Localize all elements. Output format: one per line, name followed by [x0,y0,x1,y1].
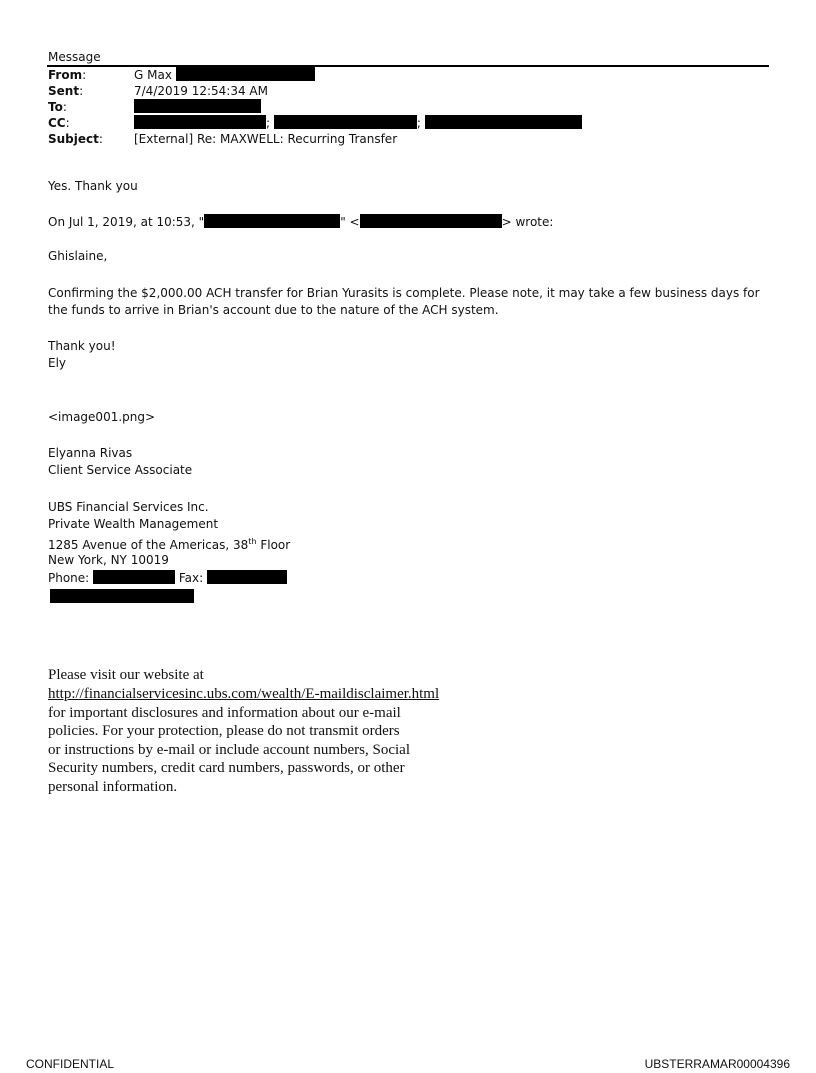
signature-address: 1285 Avenue of the Americas, 38th Floor [48,537,291,552]
cc-value: ; ; [134,115,582,131]
reply-text: Yes. Thank you [48,179,138,193]
sent-label: Sent: [48,84,84,98]
to-value [134,99,261,115]
redaction-cc-1 [134,115,266,129]
paragraph-line-2: the funds to arrive in Brian's account due to the nature of the ACH system. [48,303,499,317]
short-name: Ely [48,356,67,370]
disclaimer-line-6: Security numbers, credit card numbers, passwords, or other [48,760,405,776]
bates-number: UBSTERRAMAR00004396 [644,1057,790,1071]
message-label: Message [48,50,101,64]
signature-city: New York, NY 10019 [48,553,169,567]
from-label: From: [48,68,87,82]
redaction-sender-name [204,214,340,228]
disclaimer-link[interactable]: http://financialservicesinc.ubs.com/wealth/E-maildisclaimer.html [48,686,440,702]
redaction-cc-2 [274,115,417,129]
redaction-cc-3 [425,115,582,129]
cc-label: CC: [48,116,70,130]
greeting: Ghislaine, [48,249,108,263]
signature-title: Client Service Associate [48,463,193,477]
redaction-phone [93,570,175,584]
redaction-to-email [134,99,261,113]
signature-company: UBS Financial Services Inc. [48,500,209,514]
signature-email [48,589,194,605]
signature-name: Elyanna Rivas [48,446,133,460]
quote-header: On Jul 1, 2019, at 10:53, " " < > wrote: [48,215,554,229]
sent-value: 7/4/2019 12:54:34 AM [134,84,268,98]
disclaimer-line-5: or instructions by e-mail or include account numbers, Social [48,742,410,758]
disclaimer-line-3: for important disclosures and information about our e-mail [48,705,401,721]
subject-label: Subject: [48,132,103,146]
subject-value: [External] Re: MAXWELL: Recurring Transfer [134,132,398,146]
thanks-text: Thank you! [48,339,116,353]
redaction-sender-email [360,214,502,228]
disclaimer-line-4: policies. For your protection, please do not transmit orders [48,723,400,739]
redaction-signature-email [50,589,194,603]
redaction-from-email [176,67,315,81]
signature-division: Private Wealth Management [48,517,219,531]
signature-phone-fax: Phone: Fax: [48,570,287,586]
disclaimer-line-7: personal information. [48,779,178,795]
image-placeholder: <image001.png> [48,410,156,424]
to-label: To: [48,100,67,114]
confidential-label: CONFIDENTIAL [26,1057,115,1071]
disclaimer-line-1: Please visit our website at [48,667,204,683]
redaction-fax [207,570,287,584]
paragraph-line-1: Confirming the $2,000.00 ACH transfer for Brian Yurasits is complete. Please note, it may take a few business days for [48,286,760,300]
from-value: G Max [134,67,315,83]
